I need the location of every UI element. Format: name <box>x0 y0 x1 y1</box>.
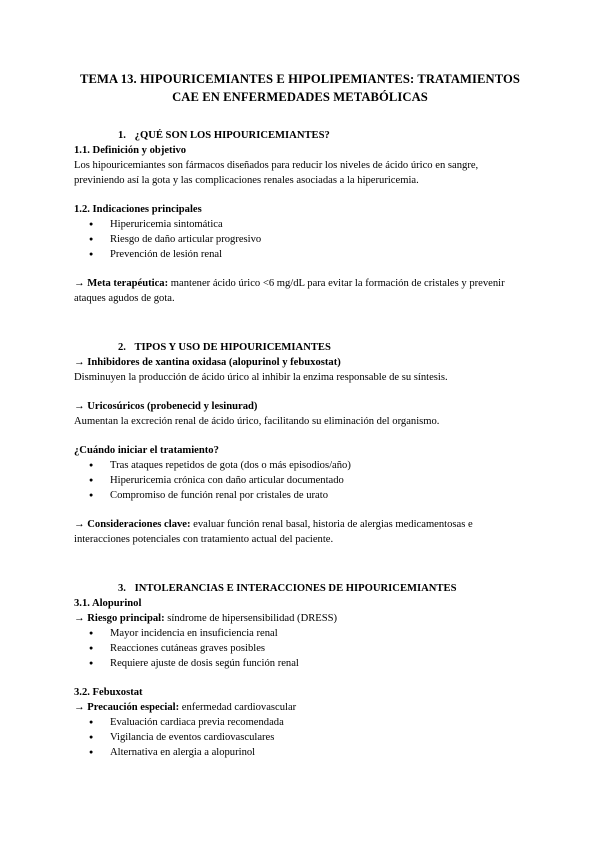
main-risk-label: → Riesgo principal: <box>74 613 165 624</box>
therapeutic-goal-text: mantener ácido úrico <6 mg/dL para evitar la formación de cristales y prevenir ataques agudos de gota. <box>74 278 505 304</box>
list-item: ● Mayor incidencia en insuficiencia renal <box>74 626 526 641</box>
inhibitors-title: → Inhibidores de xantina oxidasa (alopurinol y febuxostat) <box>74 357 341 368</box>
list-item: ● Vigilancia de eventos cardiovasculares <box>74 730 526 745</box>
allopurinol-list <box>74 626 526 671</box>
list-item: ● Hiperuricemia crónica con daño articular documentado <box>74 473 526 488</box>
subsection-1-2-title: 1.2. Indicaciones principales <box>74 204 202 215</box>
list-item: ● Reacciones cutáneas graves posibles <box>74 641 526 656</box>
section-2-number: 2. <box>118 342 126 353</box>
title-line-2: CAE EN ENFERMEDADES METABÓLICAS <box>172 90 428 104</box>
section-1-number: 1. <box>118 130 126 141</box>
when-to-start-title: ¿Cuándo iniciar el tratamiento? <box>74 445 219 456</box>
inhibitors-text: Disminuyen la producción de ácido úrico al inhibir la enzima responsable de su síntesis. <box>74 372 448 383</box>
subsection-1-1-title: 1.1. Definición y objetivo <box>74 145 187 156</box>
list-item: ● Hiperuricemia sintomática <box>74 217 526 232</box>
list-item: ● Evaluación cardiaca previa recomendada <box>74 715 526 730</box>
list-item: ● Tras ataques repetidos de gota (dos o más episodios/año) <box>74 458 526 473</box>
section-3-heading <box>74 581 526 596</box>
uricosurics-text: Aumentan la excreción renal de ácido úrico, facilitando su eliminación del organismo. <box>74 416 440 427</box>
subsection-3-2-title: 3.2. Febuxostat <box>74 687 143 698</box>
when-to-start-list <box>74 458 526 503</box>
subsection-3-1-title: 3.1. Alopurinol <box>74 598 142 609</box>
title-line-1: TEMA 13. HIPOURICEMIANTES E HIPOLIPEMIANTES: TRATAMIENTOS <box>79 72 521 86</box>
uricosurics-title: → Uricosúricos (probenecid y lesinurad) <box>74 401 258 412</box>
main-risk-text: síndrome de hipersensibilidad (DRESS) <box>164 613 338 624</box>
list-item: ● Riesgo de daño articular progresivo <box>74 232 526 247</box>
key-considerations-label: → Consideraciones clave: <box>74 519 191 530</box>
section-2-heading <box>74 340 526 355</box>
list-item: ● Prevención de lesión renal <box>74 247 526 262</box>
section-2-heading-text: TIPOS Y USO DE HIPOURICEMIANTES <box>134 342 331 353</box>
section-3-number: 3. <box>118 583 126 594</box>
subsection-1-1-text: Los hipouricemiantes son fármacos diseñados para reducir los niveles de ácido úrico en sangre, previniendo así la gota y las complicaciones renales asociadas a la hiperuricemia. <box>74 160 479 186</box>
therapeutic-goal-label: → Meta terapéutica: <box>74 278 169 289</box>
indications-list <box>74 217 526 262</box>
section-1-heading-text: ¿QUÉ SON LOS HIPOURICEMIANTES? <box>134 130 330 141</box>
section-3-heading-text: INTOLERANCIAS E INTERACCIONES DE HIPOURICEMIANTES <box>134 583 457 594</box>
document-title <box>74 70 526 106</box>
list-item: ● Requiere ajuste de dosis según función renal <box>74 656 526 671</box>
febuxostat-list <box>74 715 526 760</box>
list-item: ● Compromiso de función renal por cristales de urato <box>74 488 526 503</box>
therapeutic-goal <box>74 276 526 306</box>
special-precaution-text: enfermedad cardiovascular <box>179 702 297 713</box>
special-precaution-label: → Precaución especial: <box>74 702 180 713</box>
special-precaution <box>74 700 526 715</box>
key-considerations <box>74 517 526 547</box>
key-considerations-text: evaluar función renal basal, historia de alergias medicamentosas e interacciones potenciales con tratamiento actual del paciente. <box>74 519 473 545</box>
main-risk <box>74 611 526 626</box>
list-item: ● Alternativa en alergia a alopurinol <box>74 745 526 760</box>
section-1-heading <box>74 128 526 143</box>
